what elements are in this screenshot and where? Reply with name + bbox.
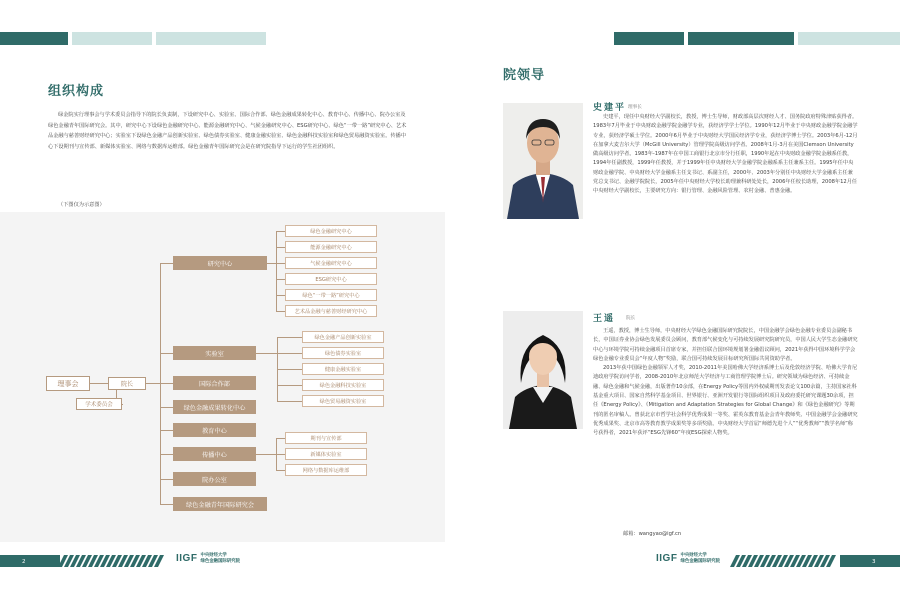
org-research-item: 艺术品金融与慈善财经研究中心: [285, 305, 377, 317]
diagram-note: （下图仅为示意图）: [58, 202, 105, 208]
leader1-photo: [503, 103, 583, 219]
org-lab-item: 健康金融实验室: [302, 363, 384, 375]
org-lab-item: 绿色金融产品创新实验室: [302, 331, 384, 343]
org-research-item: 绿色“一带一路”研究中心: [285, 289, 377, 301]
org-communication-center: 传播中心: [173, 447, 256, 461]
connector: [277, 337, 302, 338]
org-lab-item: 绿色贸易融资实验室: [302, 395, 384, 407]
org-international-cooperation: 国际合作部: [173, 376, 256, 390]
logo-line2: 绿色金融国际研究院: [680, 558, 720, 564]
org-comm-item: 期刊与宣传部: [285, 432, 367, 444]
org-comm-item: 新媒体实验室: [285, 448, 367, 460]
leader1-role: 理事长: [628, 105, 642, 110]
connector: [276, 438, 285, 439]
connector: [160, 504, 173, 505]
connector: [276, 231, 277, 311]
header-bar-mint-left-2: [156, 32, 266, 45]
org-youth-society: 绿色金融青年国际研究会: [173, 497, 267, 511]
page-number-left: 2: [22, 559, 26, 565]
org-comm-item: 网络与数据库运维部: [285, 464, 367, 476]
leader2-role: 院长: [626, 316, 636, 321]
connector: [160, 430, 173, 431]
header-bar-mint-left-1: [72, 32, 152, 45]
connector: [160, 263, 173, 264]
footer-logo-left: [176, 553, 240, 564]
header-bar-mint-right: [798, 32, 900, 45]
org-board: 理事会: [46, 376, 90, 391]
org-lab-item: 绿色债券实验室: [302, 347, 384, 359]
org-research-item: 能源金融研究中心: [285, 241, 377, 253]
connector: [256, 353, 277, 354]
org-lab: 实验室: [173, 346, 256, 360]
header-bar-teal-right-1: [614, 32, 684, 45]
org-research-item: 气候金融研究中心: [285, 257, 377, 269]
org-transfer-center: 绿色金融成果转化中心: [173, 400, 256, 414]
org-academic-committee: 学术委员会: [76, 398, 122, 410]
leader1-bio-text: 史建平，现任中央财经大学副校长，教授，博士生导师，财政部高层次财经人才、国务院政府特殊津贴获得者。1983年7月毕业于中央财政金融学院金融学专业，获经济学学士学位。1990年12月毕业于中央财政金融学院金融学专业，获经济学硕士学位。2000年6月毕业于中央财经大学国民经济学专业，获经济学博士学位。2003年6月-12月在加拿大麦吉尔大学（McGill University）管理学院高级访问学者。2008年1月-3月在美国Clemson University做高级访问学者。1983年-1987年在中国工商银行北京市分行任职，1990年起在中央财政金融学院金融系任教，1994年任副教授，1999年任教授，并于1999年任中央财经大学金融学院金融系系主任兼系主任。1995年任中央财政金融学院、中央财经大学金融系主任支书记、系副主任，2000年、2003年分别任中央财经大学金融系主任兼党总支书记、金融学院院长，2005年任中央财经大学校长助理兼科研处处长，2006年任校长助理，2008年12月任中央财经大学副校长，主要研究方向：银行管理、金融风险管理、农村金融、普惠金融。: [593, 114, 858, 195]
connector: [160, 353, 173, 354]
connector: [276, 247, 285, 248]
leader2-portrait-icon: [503, 311, 583, 429]
page-number-right: 3: [872, 559, 876, 565]
connector: [276, 231, 285, 232]
connector: [146, 383, 160, 384]
iigf-logo-mark: IIGF: [176, 553, 198, 564]
org-director: 院长: [108, 377, 146, 390]
connector: [276, 263, 285, 264]
org-research-center: 研究中心: [173, 256, 267, 270]
org-education-center: 教育中心: [173, 423, 256, 437]
intro-paragraph: 绿金院实行理事会与学术委员会指导下的院长负责制，下设研究中心、实验室、国际合作部、绿色金融成果转化中心、教育中心、传播中心、院办公室及绿色金融青年国际研究会。其中，研究中心下设绿色金融研究中心、能源金融研究中心、气候金融研究中心、ESG研究中心、绿色“一带一路”研究中心、艺术品金融与慈善财经研究中心；实验室下设绿色金融产品创新实验室、绿色债券实验室、健康金融实验室、绿色金融科技实验室和绿色贸易融资实验室。传播中心下设期刊与宣传部、新媒体实验室、网络与数据库运维部。绿色金融青年国际研究会是在研究院指导下运行的学生社团组织。: [48, 112, 407, 150]
connector: [256, 454, 276, 455]
connector: [277, 401, 302, 402]
connector: [160, 479, 173, 480]
page-title-leadership: 院领导: [503, 68, 546, 83]
org-office: 院办公室: [173, 472, 256, 486]
logo-line2: 绿色金融国际研究院: [200, 558, 240, 564]
connector: [276, 470, 285, 471]
header-bar-teal-right-2: [688, 32, 794, 45]
org-research-item: 绿色金融研究中心: [285, 225, 377, 237]
logo-line1: 中央财经大学: [200, 553, 227, 559]
connector: [276, 279, 285, 280]
leader1-name: 史建平: [593, 103, 627, 113]
footer-stripe-left: [0, 555, 170, 567]
connector: [277, 369, 302, 370]
leader1-portrait-icon: [503, 103, 583, 219]
leader2-email: 邮箱：wangyao@igf.cn: [623, 531, 682, 537]
leader2-bio-para2: 2013年获中国绿色金融领军人才奖，2010-2011年美国哈佛大学经济系博士后及伦敦经济学院、哈佛大学肯尼迪政府学院访问学者，2008-2010年北京师范大学经济与工商管理学院博士后。研究领域为绿色经济、可持续金融、绿色金融和气候金融，出版著作10余部，在Energy Policy等国内外权威期刊发表论文100余篇，主持国家社科基金重大项目、国家自然科学基金项目、世界银行、亚洲开发银行等国际组织项目及政府委托研究课题30余项，担任《Energy Policy》、《Mitigation and Adaptation Strategies for Global Change》和《绿色金融研究》等期刊的匿名审稿人。曾获北京市哲学社会科学优秀成果一等奖、霍英东教育基金会青年教师奖、中国金融学会金融研究优秀成果奖、北京市高等教育教学成果奖等多项奖励。中央财经大学首届“师德先进个人”“优秀教师”“教学名师”称号获得者，2021年获评“ESG先锋60”年度ESG探索人物奖。: [593, 365, 858, 437]
leader2-photo: [503, 311, 583, 429]
connector: [277, 385, 302, 386]
connector: [160, 383, 173, 384]
connector: [276, 311, 285, 312]
footer-logo-right: [656, 553, 720, 564]
connector: [160, 407, 173, 408]
page-title-structure: 组织构成: [48, 84, 105, 99]
iigf-logo-text: [680, 553, 720, 564]
connector: [160, 454, 173, 455]
leader2-name: 王遥: [593, 314, 616, 324]
leader1-bio: [593, 113, 858, 197]
connector: [267, 263, 276, 264]
org-research-item: ESG研究中心: [285, 273, 377, 285]
header-bar-teal-left: [0, 32, 68, 45]
iigf-logo-mark: IIGF: [656, 553, 678, 564]
connector: [276, 295, 285, 296]
leader2-bio: [593, 327, 858, 439]
leader2-bio-para1: 王遥，教授，博士生导师，中央财经大学绿色金融国际研究院院长，中国金融学会绿色金融专业委员会副秘书长，中国证券业协会绿色发展委员会顾问，教育部气候变化与可持续发展研究院研究员，中国人民大学生态金融研究中心与环境学院可持续金融项目首席专家，并担任联合国环境规划署金融倡议顾问，2021年获得中国环境科学学会绿色金融专业委员会“年度人物”奖励，联合国可持续发展目标研究所国际共同资助学者。: [593, 328, 858, 362]
logo-line1: 中央财经大学: [680, 553, 707, 559]
iigf-logo-text: [200, 553, 240, 564]
org-lab-item: 绿色金融科技实验室: [302, 379, 384, 391]
connector: [277, 353, 302, 354]
connector: [276, 454, 285, 455]
